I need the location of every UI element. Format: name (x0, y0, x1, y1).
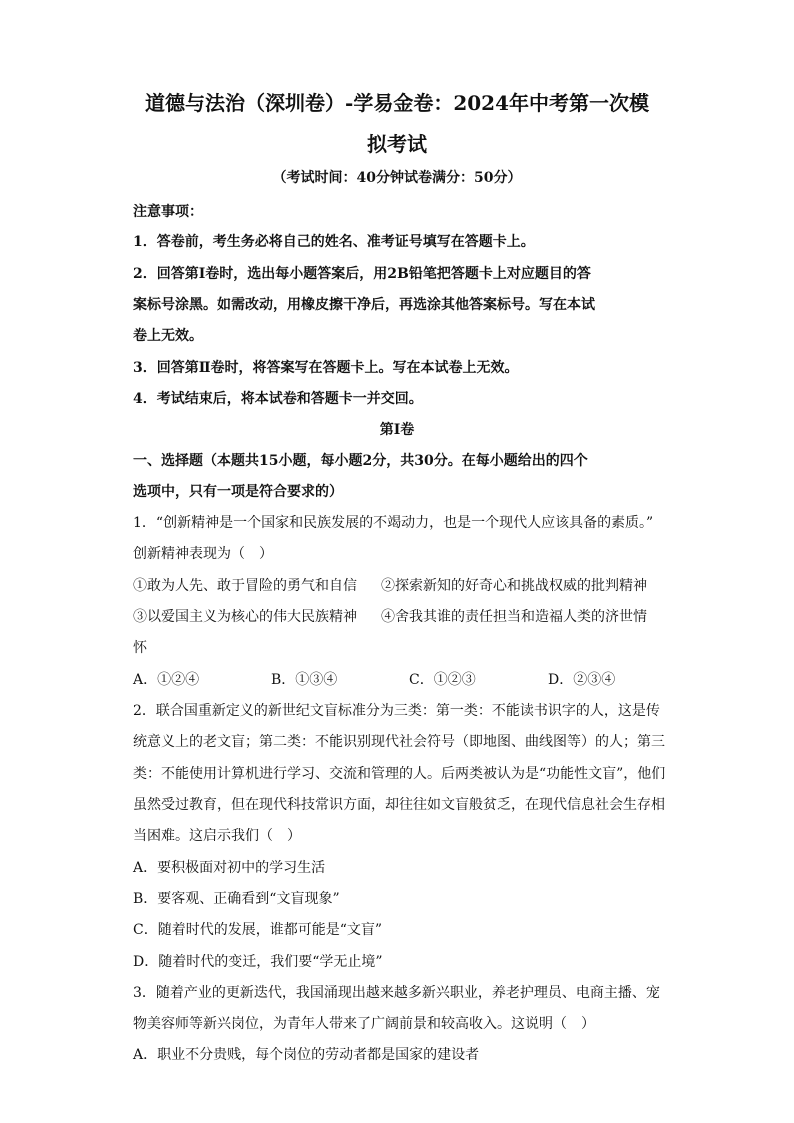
q2-stem-line4: 虽然受过教育，但在现代科技常识方面，却往往如文盲般贫乏，在现代信息社会生存相 (133, 797, 665, 813)
q2-stem-line1: 2．联合国重新定义的新世纪文盲标准分为三类：第一类：不能读书识字的人，这是传 (133, 703, 660, 719)
note-item-2-line2: 案标号涂黑。如需改动，用橡皮擦干净后，再选涂其他答案标号。写在本试 (133, 297, 595, 313)
q1-option-a: A．①②④ (133, 672, 200, 688)
exam-title-line1: 道德与法治（深圳卷）-学易金卷：2024年中考第一次模 (145, 91, 649, 115)
q2-option-c: C．随着时代的发展，谁都可能是“文盲” (133, 922, 383, 938)
note-item-3: 3．回答第Ⅱ卷时，将答案写在答题卡上。写在本试卷上无效。 (133, 360, 519, 376)
q1-statement-4: ④舍我其谁的责任担当和造福人类的济世情 (381, 609, 647, 625)
q1-statement-2: ②探索新知的好奇心和挑战权威的批判精神 (381, 578, 647, 594)
q2-stem-line2: 统意义上的老文盲；第二类：不能识别现代社会符号（即地图、曲线图等）的人；第三 (133, 734, 665, 750)
q2-option-a: A．要积极面对初中的学习生活 (133, 860, 326, 876)
q3-option-a: A．职业不分贵贱，每个岗位的劳动者都是国家的建设者 (133, 1047, 480, 1063)
section-heading-line1: 一、选择题（本题共15小题，每小题2分，共30分。在每小题给出的四个 (133, 453, 588, 469)
q1-stem-line2: 创新精神表现为（ ） (133, 546, 273, 562)
q1-stem-line1: 1．“创新精神是一个国家和民族发展的不竭动力，也是一个现代人应该具备的素质。” (133, 515, 654, 531)
q2-option-b: B．要客观、正确看到“文盲现象” (133, 891, 340, 907)
q2-stem-line5: 当困难。这启示我们（ ） (133, 828, 301, 844)
note-item-1: 1．答卷前，考生务必将自己的姓名、准考证号填写在答题卡上。 (133, 234, 535, 250)
q2-stem-line3: 类：不能使用计算机进行学习、交流和管理的人。后两类被认为是“功能性文盲”，他们 (133, 766, 666, 782)
note-item-2-line1: 2．回答第Ⅰ卷时，选出每小题答案后，用2B铅笔把答题卡上对应题目的答 (133, 266, 591, 282)
q1-statement-1: ①敢为人先、敢于冒险的勇气和自信 (133, 578, 357, 594)
notes-heading: 注意事项： (133, 204, 203, 220)
q1-statement-3: ③以爱国主义为核心的伟大民族精神 (133, 609, 357, 625)
q1-option-d: D．②③④ (548, 672, 616, 688)
volume-heading: 第Ⅰ卷 (379, 422, 415, 438)
q1-statement-4-cont: 怀 (133, 640, 147, 656)
q1-option-c: C．①②③ (409, 672, 476, 688)
q1-option-b: B．①③④ (271, 672, 338, 688)
exam-title-line2: 拟考试 (367, 132, 427, 156)
q3-stem-line1: 3．随着产业的更新迭代，我国涌现出越来越多新兴职业，养老护理员、电商主播、宠 (133, 985, 660, 1001)
q3-stem-line2: 物美容师等新兴岗位，为青年人带来了广阔前景和较高收入。这说明（ ） (133, 1016, 595, 1032)
note-item-4: 4．考试结束后，将本试卷和答题卡一并交回。 (133, 391, 423, 407)
note-item-2-line3: 卷上无效。 (133, 328, 203, 344)
section-heading-line2: 选项中，只有一项是符合要求的） (133, 484, 343, 500)
exam-info: （考试时间：40分钟试卷满分：50分） (272, 170, 522, 186)
q2-option-d: D．随着时代的变迁，我们要“学无止境” (133, 954, 383, 970)
